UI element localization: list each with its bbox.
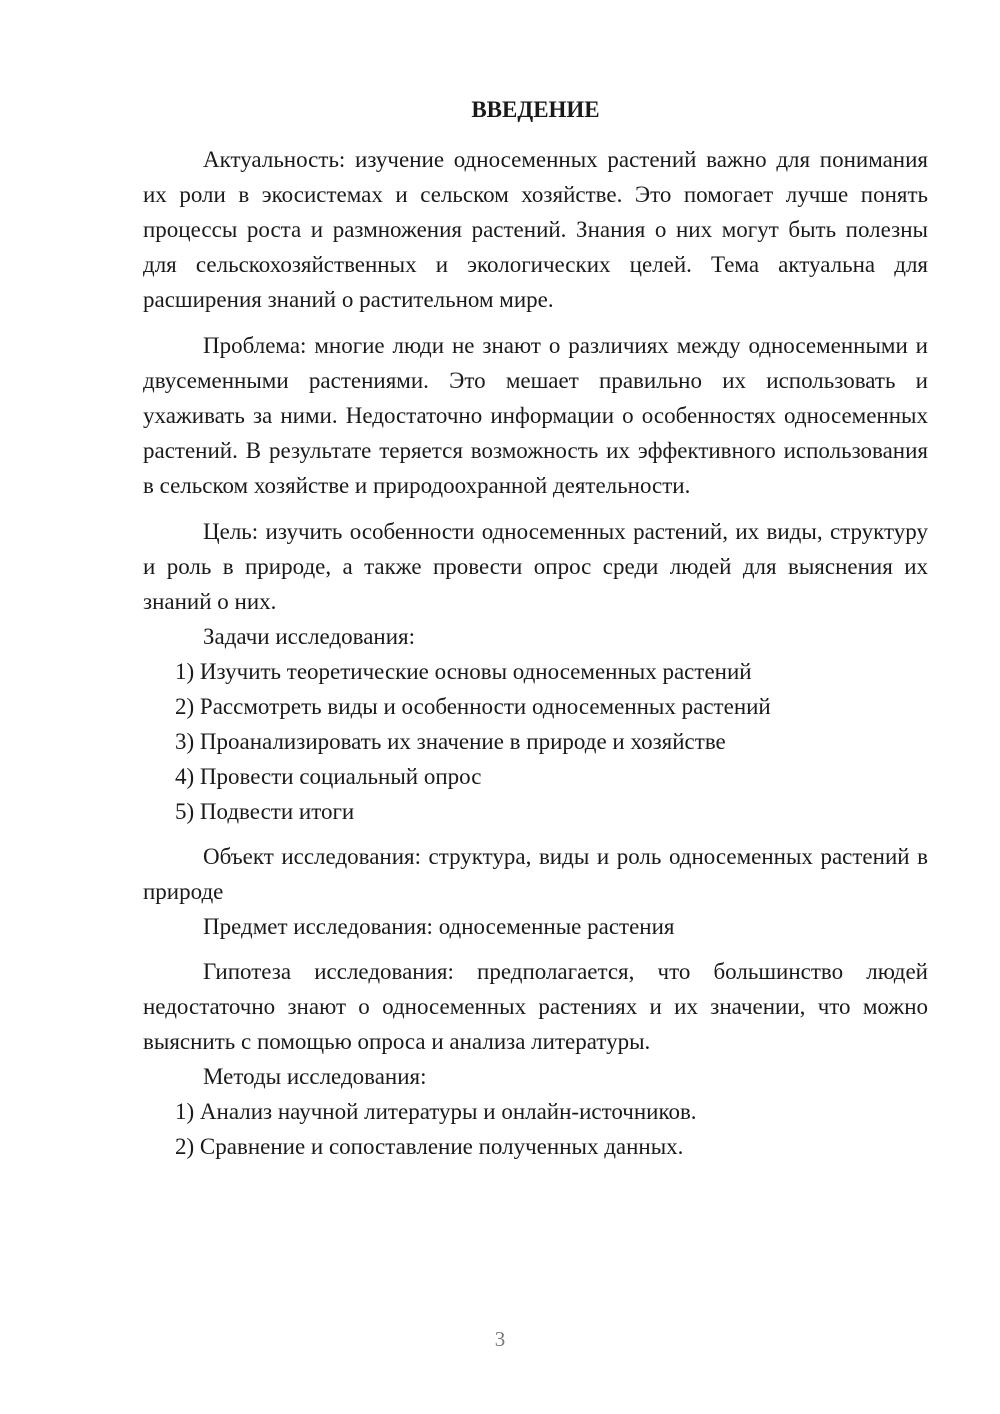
methods-heading: Методы исследования:	[203, 1064, 427, 1089]
tasks-heading: Задачи исследования:	[203, 624, 416, 649]
goal-paragraph: Цель: изучить особенности односеменных растений, их виды, структуру и роль в природе, а также провести опрос среди людей для выяснения их знаний о них.	[143, 519, 928, 614]
task-item: 1) Изучить теоретические основы односеменных растений	[175, 659, 752, 684]
relevance-paragraph: Актуальность: изучение односеменных растений важно для понимания их роли в экосистемах и сельском хозяйстве. Это помогает лучше понять процессы роста и размножения растений. Знания о них могут быть полезны для сельскохозяйственных и экологических целей. Тема актуальна для расширения знаний о растительном мире.	[143, 147, 928, 312]
subject-paragraph: Предмет исследования: односеменные растения	[203, 914, 675, 939]
task-item: 2) Рассмотреть виды и особенности односеменных растений	[175, 694, 771, 719]
section-title: ВВЕДЕНИЕ	[471, 97, 600, 122]
task-item: 5) Подвести итоги	[175, 799, 355, 824]
task-item: 3) Проанализировать их значение в природе и хозяйстве	[175, 729, 726, 754]
object-paragraph: Объект исследования: структура, виды и роль односеменных растений в природе	[143, 844, 928, 904]
document-body	[143, 92, 928, 1164]
task-item: 4) Провести социальный опрос	[175, 764, 482, 789]
hypothesis-paragraph: Гипотеза исследования: предполагается, что большинство людей недостаточно знают о односеменных растениях и их значении, что можно выяснить с помощью опроса и анализа литературы.	[143, 959, 928, 1054]
problem-paragraph: Проблема: многие люди не знают о различиях между односеменными и двусеменными растениями. Это мешает правильно их использовать и ухаживать за ними. Недостаточно информации о особенностях односеменных растений. В результате теряется возможность их эффективного использования в сельском хозяйстве и природоохранной деятельности.	[143, 333, 928, 498]
method-item: 2) Сравнение и сопоставление полученных данных.	[175, 1134, 684, 1159]
method-item: 1) Анализ научной литературы и онлайн-источников.	[175, 1099, 697, 1124]
page-number: 3	[494, 1327, 506, 1351]
